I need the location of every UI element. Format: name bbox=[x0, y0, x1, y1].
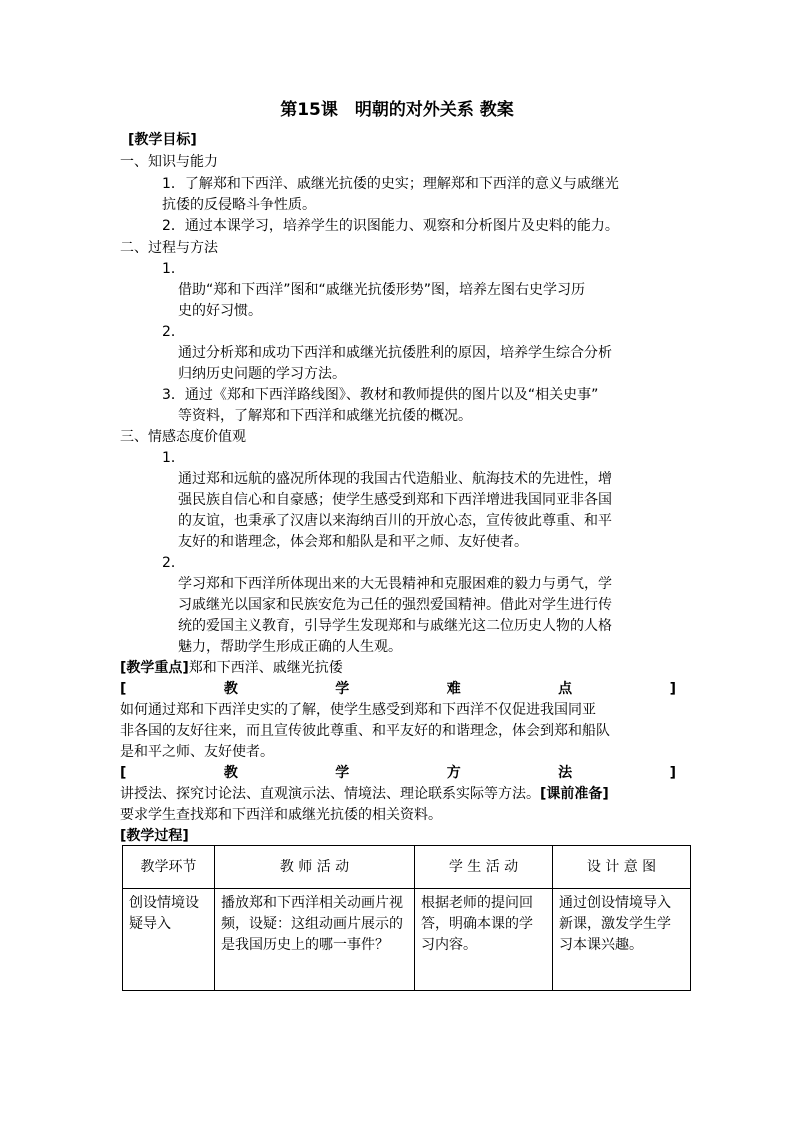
process-item-2-line-2: 归纳历史问题的学习方法。 bbox=[178, 366, 346, 382]
table-cell-intent: 通过创设情境导入新课，激发学生学习本课兴趣。 bbox=[553, 889, 691, 991]
values-item-1-line-2: 强民族自信心和自豪感；使学生感受到郑和下西洋增进我国同亚非各国 bbox=[178, 492, 612, 508]
values-item-1-line-4: 友好的和谐理念，体会郑和船队是和平之师、友好使者。 bbox=[178, 534, 528, 550]
method-text: 讲授法、探究讨论法、直观演示法、情境法、理论联系实际等方法。 bbox=[120, 786, 540, 802]
difficulty-label-char: ] bbox=[669, 681, 676, 697]
difficulty-label-char: [ bbox=[120, 681, 127, 697]
section-knowledge-heading: 一、知识与能力 bbox=[120, 154, 218, 170]
table-header-row bbox=[123, 846, 691, 889]
knowledge-item-2: 2．通过本课学习，培养学生的识图能力、观察和分析图片及史料的能力。 bbox=[162, 218, 619, 234]
objectives-heading: [教学目标] bbox=[128, 132, 197, 148]
prep-label: [课前准备] bbox=[540, 786, 609, 802]
header-cell: 教 师 活 动 bbox=[215, 846, 415, 889]
values-item-2-line-4: 魅力，帮助学生形成正确的人生观。 bbox=[178, 639, 402, 655]
table-row bbox=[123, 889, 691, 991]
values-item-1-line-3: 的友谊，也秉承了汉唐以来海纳百川的开放心态，宣传彼此尊重、和平 bbox=[178, 513, 612, 529]
teaching-focus-label: [教学重点] bbox=[120, 660, 189, 676]
difficulty-label-char: 点 bbox=[558, 681, 573, 697]
difficulty-label-char: 难 bbox=[446, 681, 461, 697]
difficulty-label-char: 教 bbox=[223, 681, 238, 697]
method-label-char: 教 bbox=[223, 765, 238, 781]
table-cell-student: 根据老师的提问回答，明确本课的学习内容。 bbox=[415, 889, 553, 991]
values-item-1-line-1: 通过郑和远航的盛况所体现的我国古代造船业、航海技术的先进性，增 bbox=[178, 471, 612, 487]
method-label-char: 方 bbox=[446, 765, 461, 781]
process-item-1-line-1: 借助“郑和下西洋”图和“戚继光抗倭形势”图，培养左图右史学习历 bbox=[178, 282, 586, 298]
table-cell-stage: 创设情境设疑导入 bbox=[123, 889, 215, 991]
method-label-char: [ bbox=[120, 765, 127, 781]
difficulty-line-2: 非各国的友好往来，而且宣传彼此尊重、和平友好的和谐理念，体会到郑和船队 bbox=[120, 723, 610, 739]
prep-text: 要求学生查找郑和下西洋和戚继光抗倭的相关资料。 bbox=[120, 807, 442, 823]
method-label-char: 学 bbox=[335, 765, 350, 781]
table-cell-teacher: 播放郑和下西洋相关动画片视频，设疑：这组动画片展示的是我国历史上的哪一事件？ bbox=[215, 889, 415, 991]
values-item-2-line-3: 统的爱国主义教育，引导学生发现郑和与戚继光这二位历史人物的人格 bbox=[178, 618, 612, 634]
values-item-2-line-2: 习戚继光以国家和民族安危为己任的强烈爱国精神。借此对学生进行传 bbox=[178, 597, 612, 613]
values-item-2-number: 2． bbox=[162, 555, 185, 571]
teaching-focus bbox=[120, 658, 343, 679]
method-label-char: ] bbox=[669, 765, 676, 781]
process-heading: [教学过程] bbox=[120, 828, 189, 844]
section-values-heading: 三、情感态度价值观 bbox=[120, 429, 246, 445]
process-item-3-line-1: 3．通过《郑和下西洋路线图》、教材和教师提供的图片以及“相关史事” bbox=[162, 387, 599, 403]
teaching-process-table bbox=[122, 845, 691, 991]
difficulty-line-3: 是和平之师、友好使者。 bbox=[120, 744, 274, 760]
difficulty-line-1: 如何通过郑和下西洋史实的了解，使学生感受到郑和下西洋不仅促进我国同亚 bbox=[120, 702, 596, 718]
difficulty-label bbox=[120, 679, 676, 700]
process-item-2-line-1: 通过分析郑和成功下西洋和戚继光抗倭胜利的原因，培养学生综合分析 bbox=[178, 345, 612, 361]
page-title: 第15课 明朝的对外关系 教案 bbox=[280, 100, 514, 120]
header-cell: 学 生 活 动 bbox=[415, 846, 553, 889]
teaching-focus-text: 郑和下西洋、戚继光抗倭 bbox=[188, 660, 343, 676]
values-item-1-number: 1． bbox=[162, 450, 185, 466]
difficulty-label-char: 学 bbox=[335, 681, 350, 697]
method-line bbox=[120, 784, 609, 805]
method-label-char: 法 bbox=[558, 765, 573, 781]
values-item-2-line-1: 学习郑和下西洋所体现出来的大无畏精神和克服困难的毅力与勇气，学 bbox=[178, 576, 612, 592]
method-label bbox=[120, 763, 676, 784]
section-process-heading: 二、过程与方法 bbox=[120, 240, 218, 256]
process-item-3-line-2: 等资料，了解郑和下西洋和戚继光抗倭的概况。 bbox=[178, 408, 472, 424]
process-item-2-number: 2． bbox=[162, 324, 185, 340]
knowledge-item-1-line-1: 1．了解郑和下西洋、戚继光抗倭的史实；理解郑和下西洋的意义与戚继光 bbox=[162, 176, 619, 192]
header-cell: 教学环节 bbox=[123, 846, 215, 889]
header-cell: 设 计 意 图 bbox=[553, 846, 691, 889]
process-item-1-number: 1． bbox=[162, 261, 185, 277]
knowledge-item-1-line-2: 抗倭的反侵略斗争性质。 bbox=[162, 197, 316, 213]
process-item-1-line-2: 史的好习惯。 bbox=[178, 303, 262, 319]
